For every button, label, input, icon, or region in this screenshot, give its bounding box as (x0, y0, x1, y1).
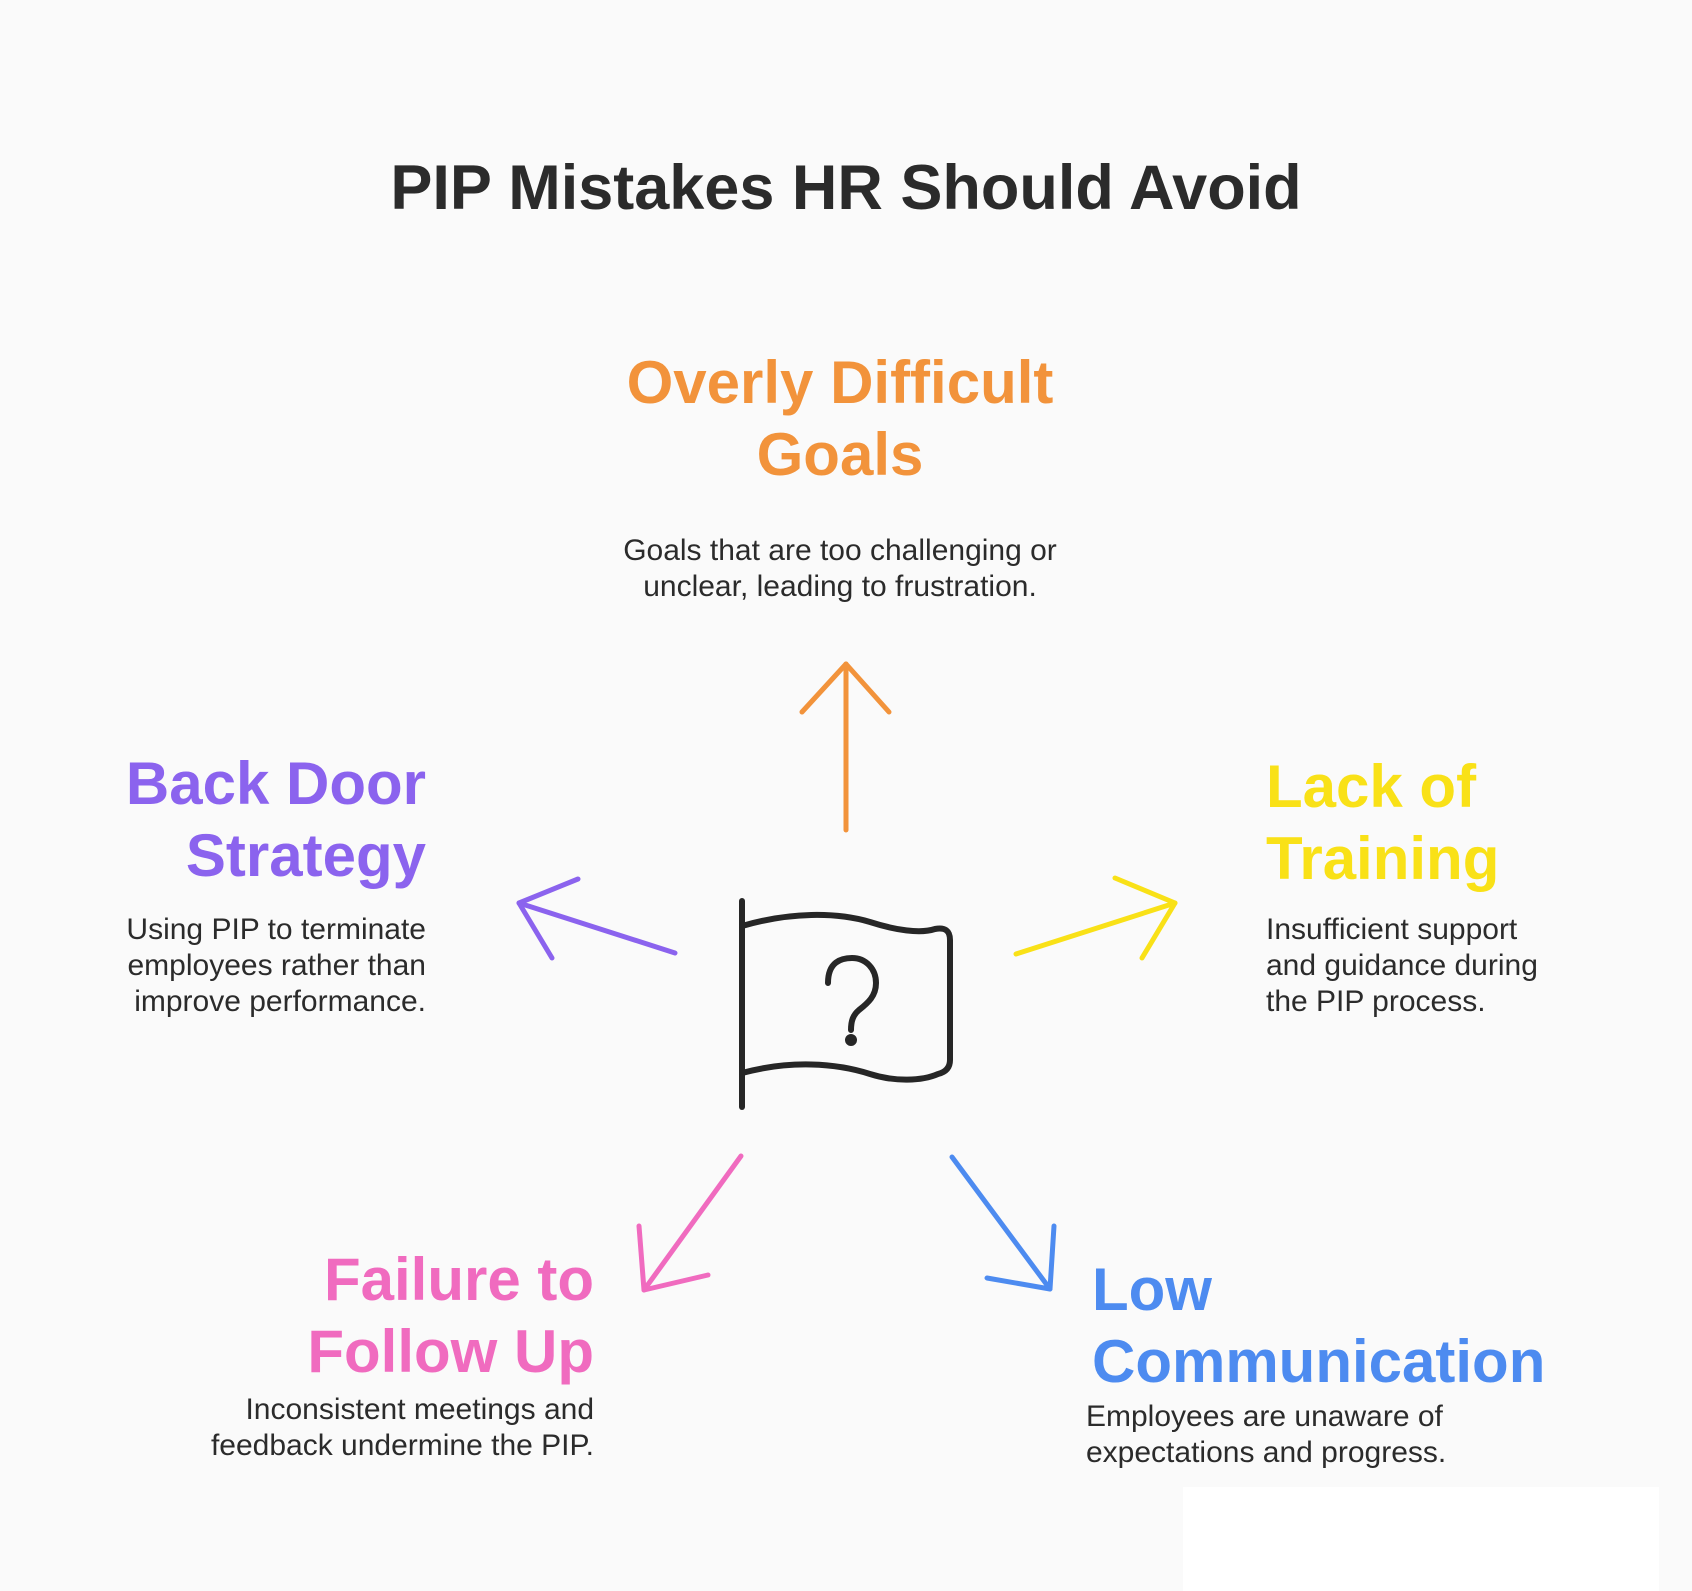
heading-low-communication: Low Communication (1092, 1256, 1546, 1395)
flag-question-icon (742, 901, 950, 1107)
heading-lack-of-training: Lack of Training (1266, 753, 1500, 892)
description-overly-difficult-goals: Goals that are too challenging or unclear, leading to frustration. (623, 534, 1057, 603)
arrow-left (519, 879, 675, 958)
arrow-bottom-right (952, 1157, 1054, 1289)
description-back-door-strategy: Using PIP to terminate employees rather than improve performance. (126, 913, 426, 1018)
description-lack-of-training: Insufficient support and guidance during the PIP process. (1266, 913, 1538, 1018)
arrow-right (1016, 878, 1175, 958)
heading-overly-difficult-goals: Overly Difficult Goals (626, 349, 1054, 488)
description-low-communication: Employees are unaware of expectations and progress. (1086, 1400, 1447, 1469)
arrow-bottom-left (639, 1156, 741, 1290)
heading-failure-to-follow-up: Failure to Follow Up (307, 1246, 594, 1385)
arrow-up (802, 664, 889, 830)
page-title: PIP Mistakes HR Should Avoid (390, 153, 1302, 223)
description-failure-to-follow-up: Inconsistent meetings and feedback undermine the PIP. (210, 1393, 594, 1462)
heading-back-door-strategy: Back Door Strategy (125, 750, 426, 889)
